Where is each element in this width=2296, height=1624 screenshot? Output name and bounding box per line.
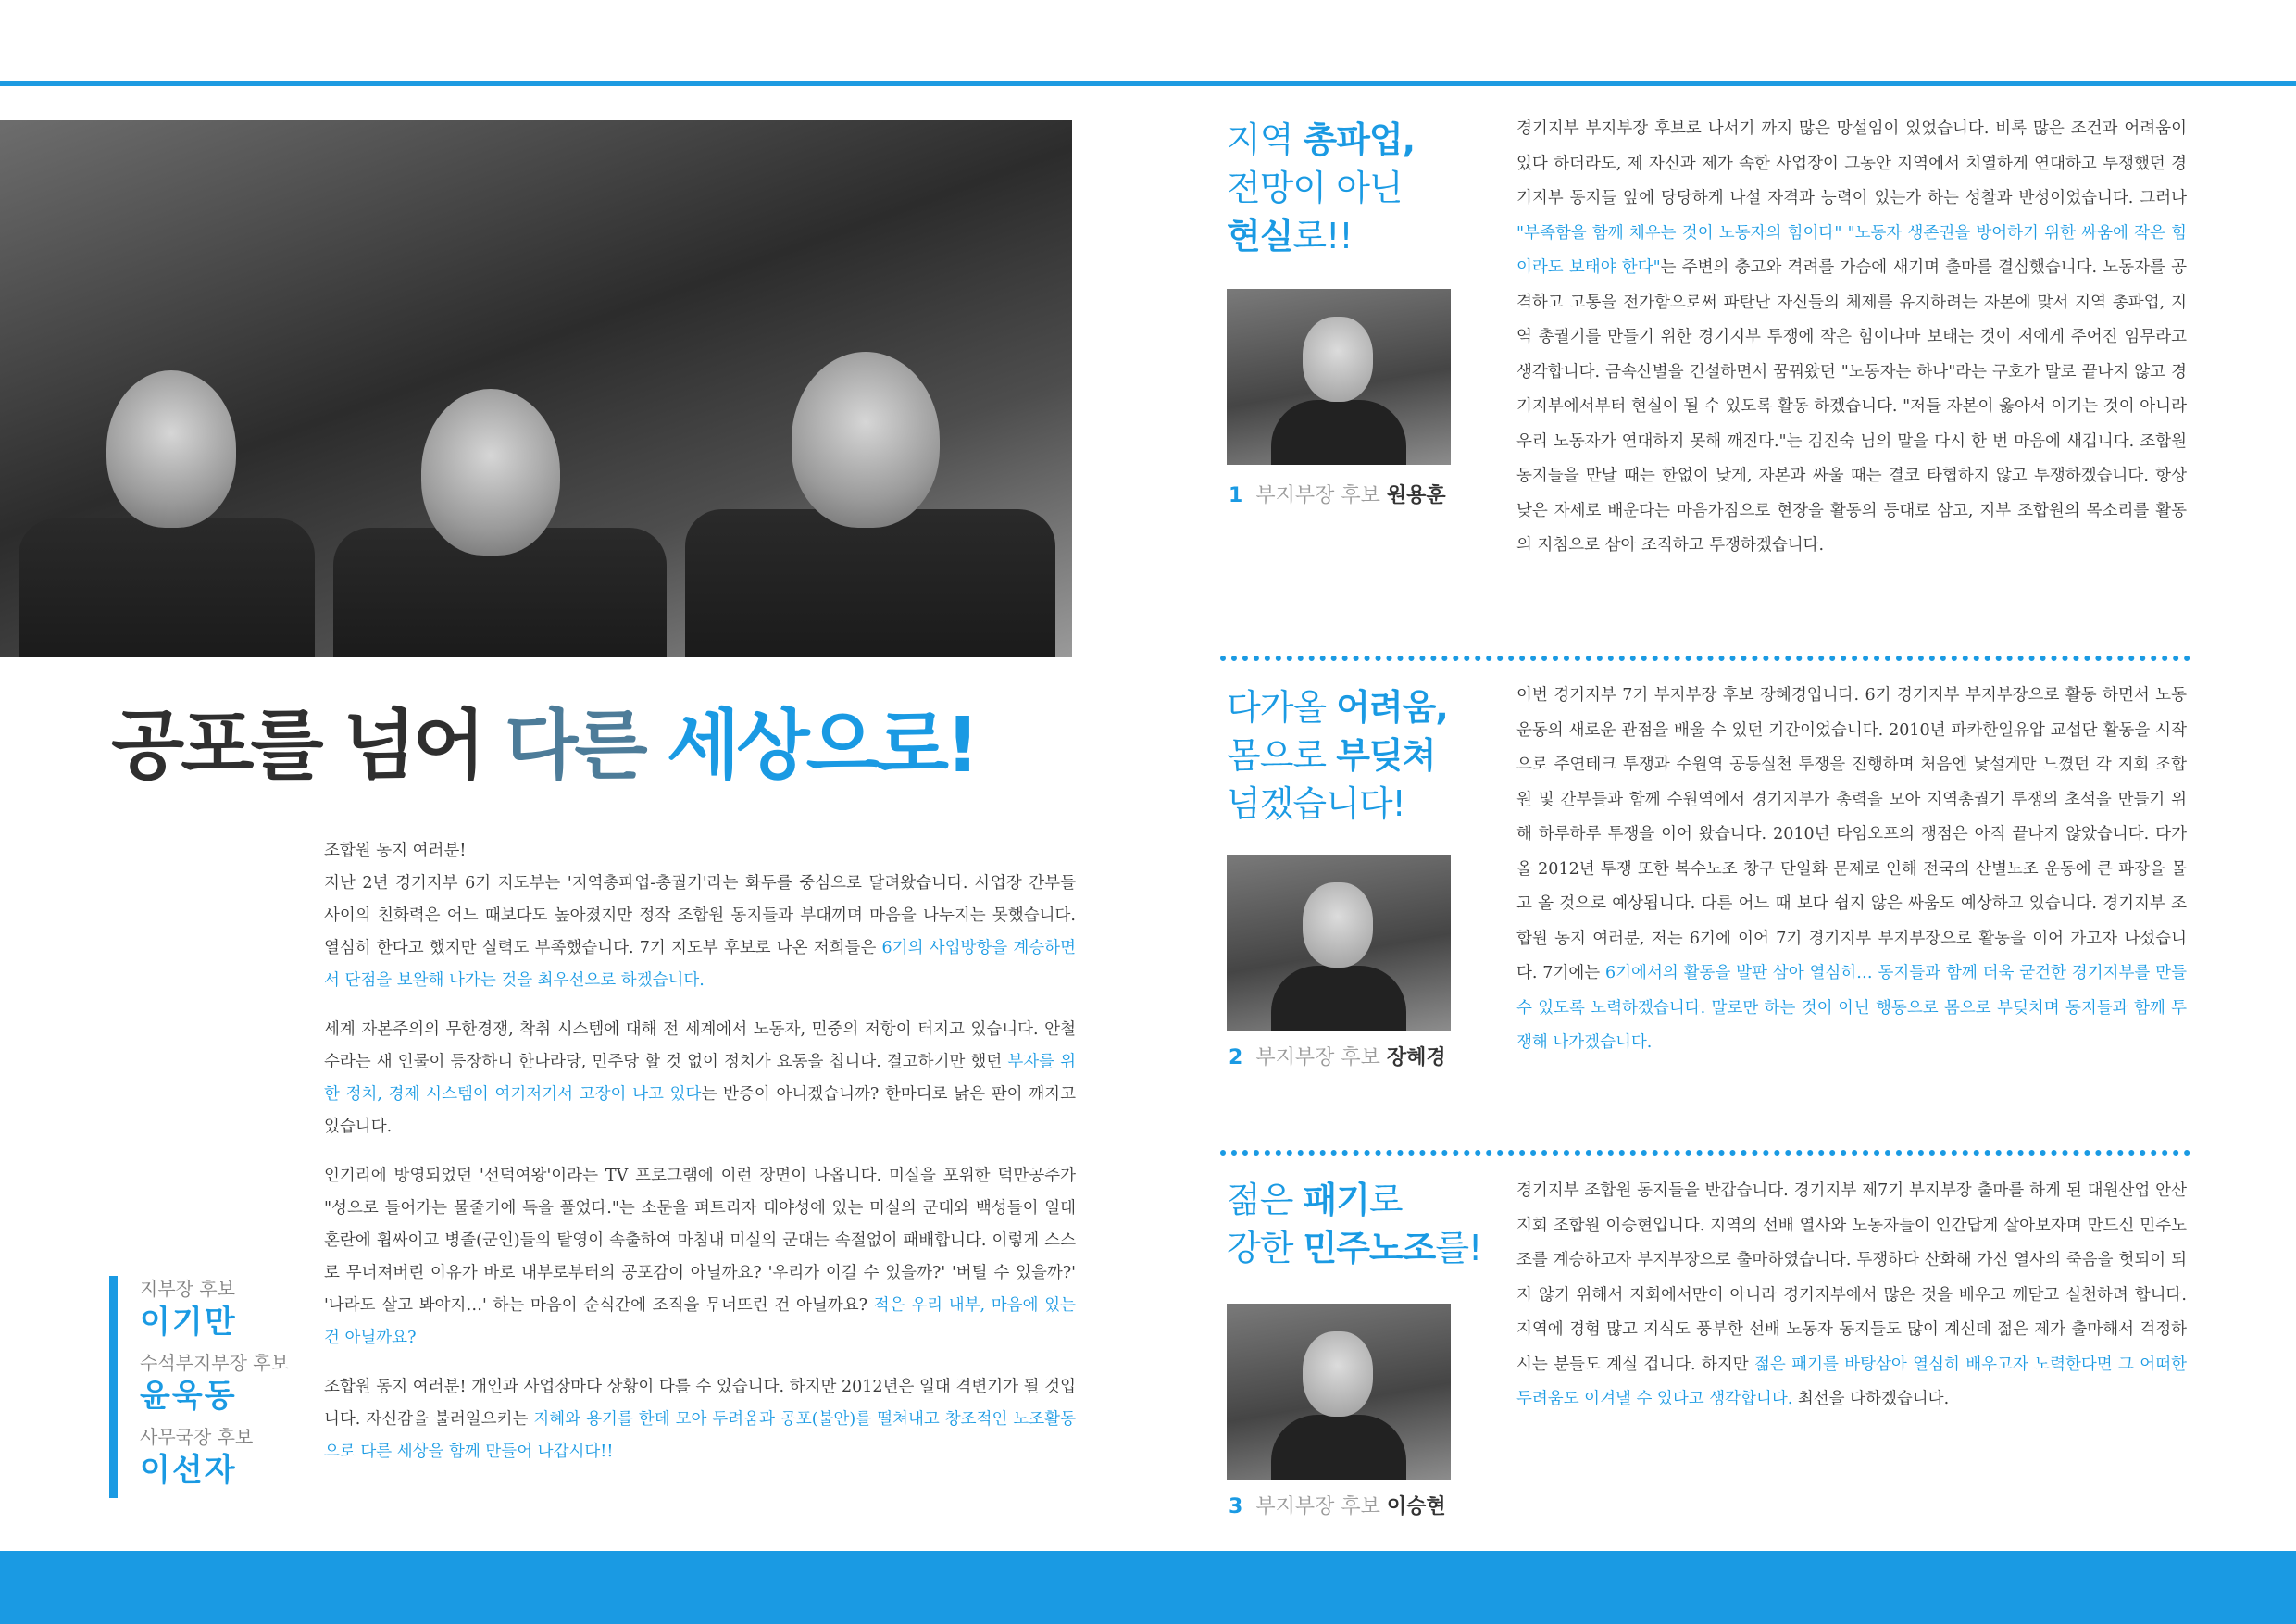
text-run: 이번 경기지부 7기 부지부장 후보 장혜경입니다. 6기 경기지부 부지부장으로 활동 하면서 노동운동의 새로운 관점을 배울 수 있던 기간이었습니다. 2010년 파카한일유압 교섭단 활동을 시작으로 주연테크 투쟁과 수원역 공동실천 투쟁을 진행하며 처음엔 낯설게만 느꼈던 각 지회 조합원 및 간부들과 함께 수원역에서 경기지부가 총력을 모아 지역총궐기 투쟁의 초석을 만들기 위해 하루하루 투쟁을 이어 왔습니다. 2010년 타임오프의 쟁점은 아직 끝나지 않았습니다. 다가올 2012년 투쟁 또한 복수노조 창구 단일화 문제로 인해 전국의 산별노조 운동에 큰 파장을 몰고 올 것으로 예상됩니다. 다른 어느 때 보다 쉽지 않은 싸움도 예상하고 있습니다. 경기지부 조합원 동지 여러분, 저는 6기에 이어 7기 경기지부 부지부장으로 활동을 이어 가고자 나섰습니다. 7기에는 — [1516, 686, 2187, 982]
text-run: 는 주변의 충고와 격려를 가슴에 새기며 출마를 결심했습니다. 노동자를 공격하고 고통을 전가함으로써 파탄난 자신들의 체제를 유지하려는 자본에 맞서 지역 총파업, 지역 총궐기를 만들기 위한 경기지부 투쟁에 작은 힘이나마 보태는 것이 저에게 주어진 임무라고 생각합니다. 금속산별을 건설하면서 꿈꿔왔던 "노동자는 하나"라는 구호가 말로 끝나지 않고 경기지부에서부터 현실이 될 수 있도록 활동 하겠습니다. "저들 자본이 옳아서 이기는 것이 아니라 우리 노동자가 연대하지 못해 깨진다."는 김진숙 님의 말을 다시 한 번 마음에 새깁니다. 조합원동지들을 만날 때는 한없이 낮게, 자본과 싸울 때는 결코 타협하지 않고 투쟁하겠습니다. 항상 낮은 자세로 배운다는 마음가짐으로 현장을 활동의 등대로 삼고, 지부 조합원의 목소리를 활동의 지침으로 삼아 조직하고 투쟁하겠습니다. — [1516, 258, 2187, 555]
text-run: 세계 자본주의의 무한경쟁, 착취 시스템에 대해 전 세계에서 노동자, 민중의 저항이 터지고 있습니다. 안철수라는 새 인물이 등장하니 한나라당, 민주당 할 것 없이 정치가 요동을 칩니다. 결고하기만 했던 — [324, 1020, 1076, 1071]
section-2-text — [1516, 679, 2187, 1061]
candidate-1-photo — [1227, 289, 1451, 465]
paragraph-4 — [324, 1371, 1076, 1468]
highlight-text: 적은 우리 내부, 마음에 있는 건 아닐까요? — [324, 1296, 1076, 1347]
highlight-text: 6기의 사업방향을 계승하면서 단점을 보완해 나가는 것을 최우선으로 하겠습니다. — [324, 939, 1076, 990]
title-bold: 부딪쳐 — [1336, 735, 1436, 776]
section-3-title — [1227, 1176, 1481, 1272]
title-bold: 민주노조 — [1303, 1228, 1436, 1268]
paragraph-1 — [324, 835, 1076, 997]
group-photo — [0, 120, 1072, 657]
caption-number: 1 — [1229, 484, 1243, 507]
caption-role: 부지부장 후보 — [1255, 1495, 1380, 1518]
caption-role: 부지부장 후보 — [1255, 484, 1380, 507]
title-text: 를! — [1435, 1228, 1482, 1268]
text-run: 최선을 다하겠습니다. — [1792, 1390, 1950, 1408]
candidate-name: 이기만 — [140, 1304, 237, 1341]
caption-number: 2 — [1229, 1046, 1243, 1069]
title-bold: 어려움, — [1336, 687, 1448, 728]
candidate-list — [109, 1276, 289, 1498]
headline-part-2: 다른 — [505, 702, 668, 790]
candidate-3-caption — [1229, 1491, 1446, 1519]
top-rule — [0, 81, 2296, 86]
text-run: 지난 2년 경기지부 6기 지도부는 '지역총파업-총궐기'라는 화두를 중심으로 달려왔습니다. 사업장 간부들 사이의 친화력은 어느 때보다도 높아졌지만 정작 조합원 동지들과 부대끼며 마음을 나누지는 못했습니다. 열심히 한다고 했지만 실력도 부족했습니다. 7기 지도부 후보로 나온 저희들은 — [324, 874, 1076, 957]
candidate-2-photo — [1227, 855, 1451, 1031]
text-run: 경기지부 부지부장 후보로 나서기 까지 많은 망설임이 있었습니다. 비록 많은 조건과 어려움이 있다 하더라도, 제 자신과 제가 속한 사업장이 그동안 지역에서 치열하게 연대하고 투쟁했던 경기지부 동지들 앞에 당당하게 나설 자격과 능력이 있는가 하는 성찰과 반성이었습니다. 그러나 — [1516, 119, 2187, 207]
title-text: 로!! — [1292, 216, 1353, 256]
caption-name: 원용훈 — [1386, 484, 1446, 507]
title-text: 다가올 — [1227, 687, 1337, 728]
title-text: 로 — [1368, 1180, 1403, 1220]
footer-band — [0, 1551, 2296, 1624]
title-bold: 총파업, — [1303, 119, 1416, 160]
title-bold: 패기 — [1303, 1180, 1369, 1220]
title-bold: 현실 — [1227, 216, 1293, 256]
section-3-text — [1516, 1174, 2187, 1418]
title-text: 강한 — [1227, 1228, 1304, 1268]
title-text: 지역 — [1227, 119, 1304, 160]
headline-part-3: 세상으로! — [667, 702, 977, 790]
section-divider — [1220, 656, 2190, 661]
highlight-text: 지혜와 용기를 한데 모아 두려움과 공포(불안)를 떨쳐내고 창조적인 노조활동으로 다른 세상을 함께 만들어 나갑시다!! — [324, 1410, 1076, 1461]
greeting: 조합원 동지 여러분! — [324, 842, 467, 860]
text-run: 인기리에 방영되었던 '선덕여왕'이라는 TV 프로그램에 이런 장면이 나옵니다. 미실을 포위한 덕만공주가 "성으로 들어가는 물줄기에 독을 풀었다."는 소문을 퍼트리자 대야성에 있는 미실의 군대와 백성들이 일대 혼란에 휩싸이고 병졸(군인)들의 탈영이 속출하여 마침내 미실의 군대는 속절없이 패배합니다. 이렇게 스스로 무너져버린 이유가 바로 내부로부터의 공포감이 아닐까요? '우리가 이길 수 있을까?' '버틸 수 있을까?' '나라도 살고 봐야지…' 하는 마음이 순식간에 조직을 무너뜨린 건 아닐까요? — [324, 1167, 1076, 1315]
candidate-name: 윤욱동 — [140, 1378, 237, 1415]
candidate-1-caption — [1229, 480, 1446, 508]
highlight-text: "부족함을 함께 채우는 것이 노동자의 힘이다" "노동자 생존권을 방어하기 위한 싸움에 작은 힘이라도 보태야 한다" — [1516, 223, 2187, 277]
highlight-text: 6기에서의 활동을 발판 삼아 열심히… 동지들과 함께 더욱 굳건한 경기지부를 만들 수 있도록 노력하겠습니다. 말로만 하는 것이 아닌 행동으로 몸으로 부딪치며 동지들과 함께 투쟁해 나가겠습니다. — [1516, 964, 2187, 1052]
caption-role: 부지부장 후보 — [1255, 1046, 1380, 1069]
title-text: 몸으로 — [1227, 735, 1337, 776]
section-2-title — [1227, 683, 1448, 828]
headline-part-1: 공포를 넘어 — [111, 702, 505, 790]
left-article-body — [324, 835, 1076, 1485]
title-text: 넘겠습니다! — [1227, 783, 1405, 824]
candidate-role: 지부장 후보 — [140, 1278, 235, 1300]
highlight-text: 부자를 위한 정치, 경제 시스템이 여기저기서 고장이 나고 있다 — [324, 1053, 1076, 1104]
candidate-role: 수석부지부장 후보 — [140, 1352, 289, 1374]
title-text: 젊은 — [1227, 1180, 1304, 1220]
caption-number: 3 — [1229, 1495, 1243, 1518]
text-run: 조합원 동지 여러분! 개인과 사업장마다 상황이 다를 수 있습니다. 하지만 2012년은 일대 격변기가 될 것입니다. 자신감을 불러일으키는 — [324, 1378, 1076, 1429]
candidate-role: 사무국장 후보 — [140, 1426, 254, 1448]
paragraph-3 — [324, 1160, 1076, 1355]
candidate-2-caption — [1229, 1042, 1446, 1070]
title-text: 전망이 아닌 — [1227, 168, 1403, 208]
text-run: 경기지부 조합원 동지들을 반갑습니다. 경기지부 제7기 부지부장 출마를 하게 된 대원산업 안산지회 조합원 이승현입니다. 지역의 선배 열사와 노동자들이 인간답게 살아보자며 만드신 민주노조를 계승하고자 부지부장으로 출마하였습니다. 투쟁하다 산화해 가신 열사의 죽음을 헛되이 되지 않기 위해서 지회에서만이 아니라 경기지부에서 많은 것을 배우고 깨닫고 실천하려 합니다. 지역에 경험 많고 지식도 풍부한 선배 노동자 동지들도 많이 계신데 젊은 제가 출마해서 걱정하시는 분들도 계실 겁니다. 하지만 — [1516, 1181, 2187, 1374]
section-divider — [1220, 1150, 2190, 1156]
candidate-name: 이선자 — [140, 1452, 237, 1489]
main-headline — [111, 685, 1092, 793]
section-1-title — [1227, 116, 1415, 260]
caption-name: 이승현 — [1386, 1495, 1446, 1518]
candidate-3-photo — [1227, 1304, 1451, 1480]
paragraph-2 — [324, 1014, 1076, 1143]
caption-name: 장혜경 — [1386, 1046, 1446, 1069]
text-run: 는 반증이 아니겠습니까? 한마디로 낡은 판이 깨지고 있습니다. — [324, 1085, 1076, 1136]
highlight-text: 젊은 패기를 바탕삼아 열심히 배우고자 노력한다면 그 어떠한 두려움도 이겨낼 수 있다고 생각합니다. — [1516, 1355, 2188, 1408]
section-1-text — [1516, 112, 2187, 564]
